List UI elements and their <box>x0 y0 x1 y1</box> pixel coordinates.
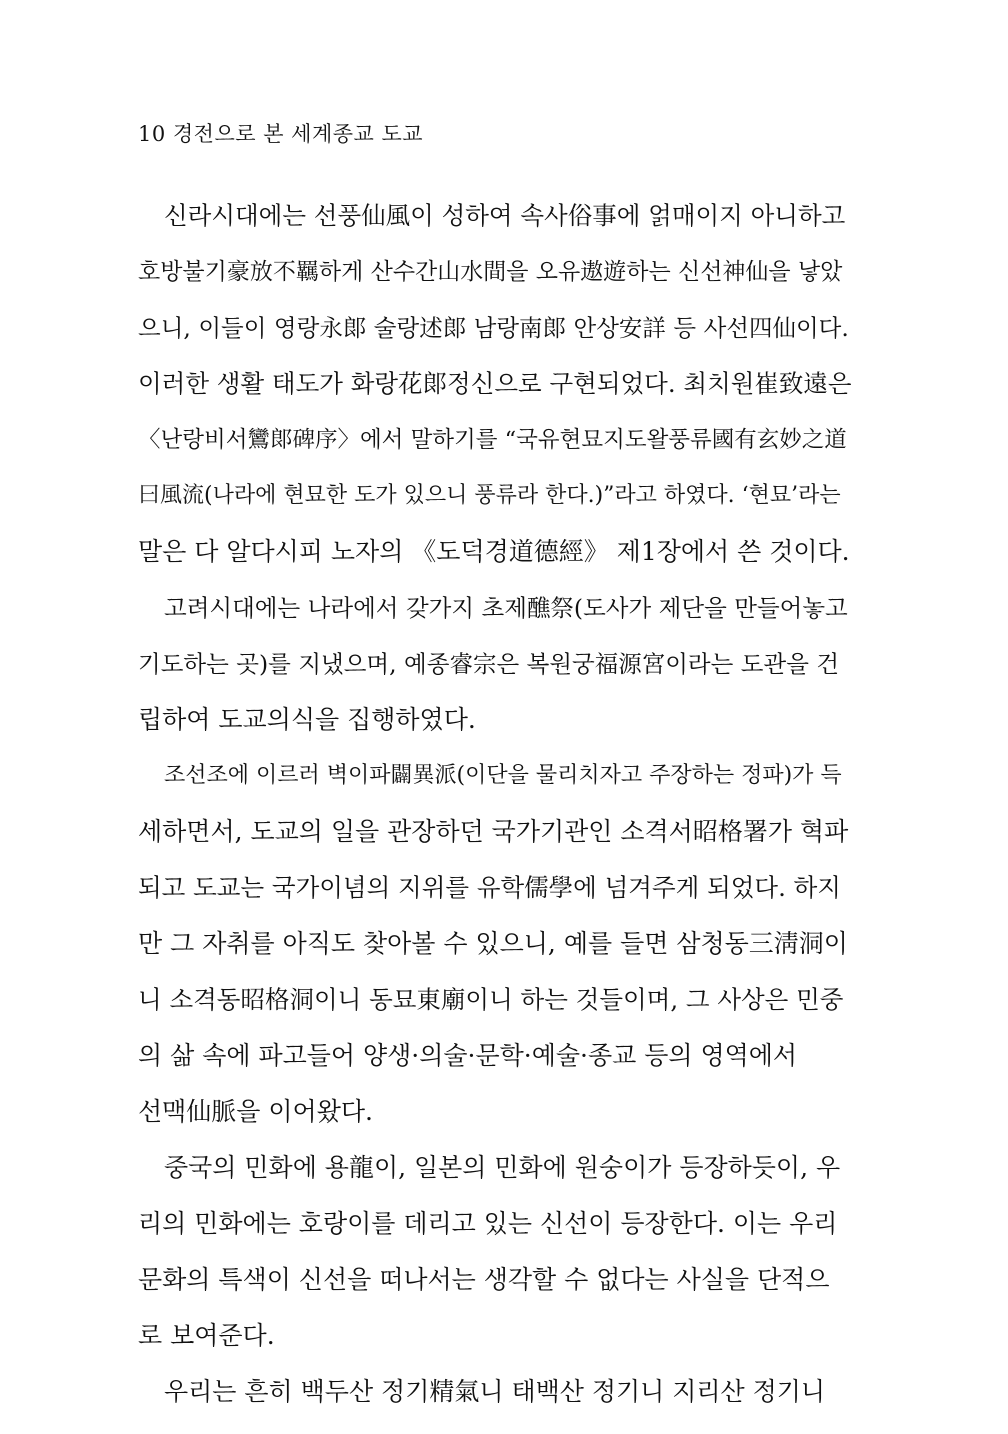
text-line: 세하면서, 도교의 일을 관장하던 국가기관인 소격서昭格署가 혁파 <box>138 817 849 846</box>
text-line: 기도하는 곳)를 지냈으며, 예종睿宗은 복원궁福源宮이라는 도관을 건 <box>138 650 840 678</box>
text-line: 문화의 특색이 신선을 떠나서는 생각할 수 없다는 사실을 단적으 <box>138 1265 830 1294</box>
text-line: 이러한 생활 태도가 화랑花郞정신으로 구현되었다. 최치원崔致遠은 <box>138 369 852 398</box>
text-line: 니 소격동昭格洞이니 동묘東廟이니 하는 것들이며, 그 사상은 민중 <box>138 985 844 1014</box>
text-line: 조선조에 이르러 벽이파闢異派(이단을 물리치자고 주장하는 정파)가 득 <box>164 763 842 788</box>
text-line: 〈난랑비서鸞郞碑序〉에서 말하기를 “국유현묘지도왈풍류國有玄妙之道 <box>138 427 847 453</box>
text-line: 의 삶 속에 파고들어 양생·의술·문학·예술·종교 등의 영역에서 <box>138 1041 798 1070</box>
text-line: 되고 도교는 국가이념의 지위를 유학儒學에 넘겨주게 되었다. 하지 <box>138 873 841 902</box>
text-line: 로 보여준다. <box>138 1321 275 1350</box>
text-line: 曰風流(나라에 현묘한 도가 있으니 풍류라 한다.)”라고 하였다. ‘현묘’라는 <box>138 483 841 508</box>
text-line: 신라시대에는 선풍仙風이 성하여 속사俗事에 얽매이지 아니하고 <box>164 201 846 230</box>
text-line: 말은 다 알다시피 노자의 《도덕경道德經》 제1장에서 쓴 것이다. <box>138 537 850 566</box>
body-text <box>138 188 853 1420</box>
text-line: 우리는 흔히 백두산 정기精氣니 태백산 정기니 지리산 정기니 <box>164 1377 826 1406</box>
text-line: 고려시대에는 나라에서 갖가지 초제醮祭(도사가 제단을 만들어놓고 <box>164 594 848 622</box>
text-line: 호방불기豪放不羈하게 산수간山水間을 오유遨遊하는 신선神仙을 낳았 <box>138 259 843 285</box>
running-head: 10 경전으로 본 세계종교 도교 <box>138 122 424 146</box>
text-line: 선맥仙脈을 이어왔다. <box>138 1097 373 1126</box>
text-line: 중국의 민화에 용龍이, 일본의 민화에 원숭이가 등장하듯이, 우 <box>164 1153 841 1182</box>
text-line: 립하여 도교의식을 집행하였다. <box>138 705 476 734</box>
text-line: 리의 민화에는 호랑이를 데리고 있는 신선이 등장한다. 이는 우리 <box>138 1209 838 1238</box>
text-line: 으니, 이들이 영랑永郞 술랑述郞 남랑南郞 안상安詳 등 사선四仙이다. <box>138 314 849 342</box>
text-line: 만 그 자취를 아직도 찾아볼 수 있으니, 예를 들면 삼청동三淸洞이 <box>138 929 848 958</box>
